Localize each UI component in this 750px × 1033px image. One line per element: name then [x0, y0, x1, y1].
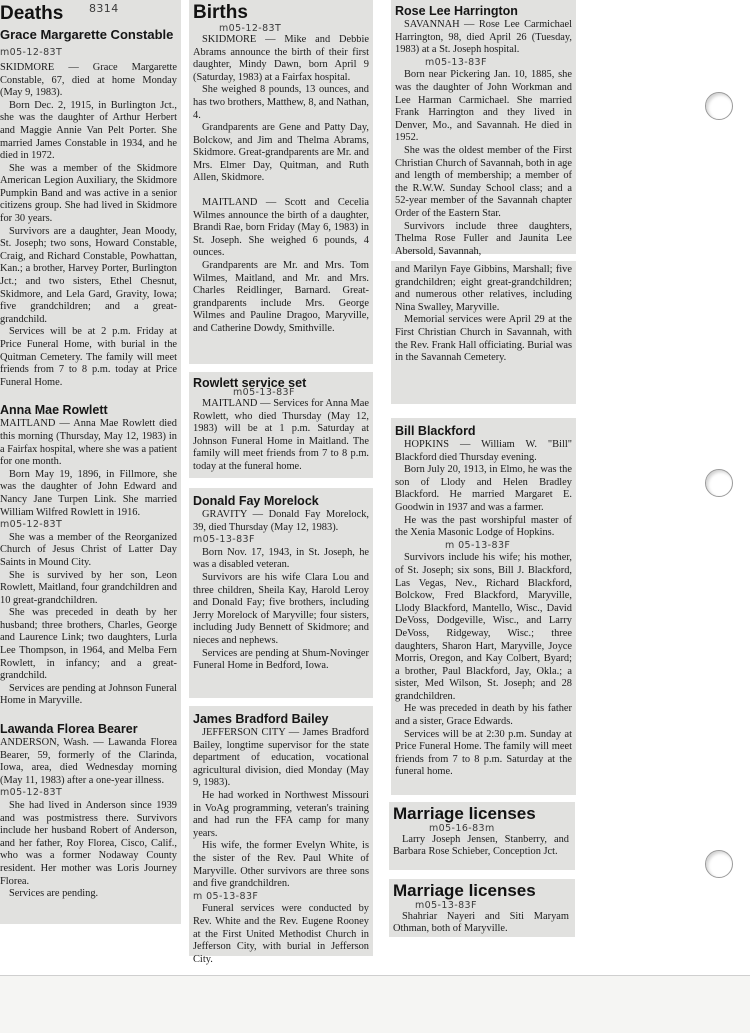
- births-heading: Births: [193, 2, 248, 23]
- paragraph: She weighed 8 pounds, 13 ounces, and has two brothers, Matthew, 8, and Nathan, 4.: [193, 84, 369, 121]
- obituary-body-anna: [0, 418, 177, 708]
- handwritten-date-mark: m05-12-83T: [219, 22, 282, 34]
- paragraph: Survivors are his wife Clara Lou and three children, Sheila Kay, Harold Leroy and Donald Fay; five brothers, including Jerry Morelock of Maryville; four sisters, including Judy Bennett of Skidmore; and nieces and nephews.: [193, 571, 369, 646]
- obituary-title-lawanda: Lawanda Florea Bearer: [0, 722, 138, 737]
- obituary-body-lawanda: [0, 737, 177, 901]
- deaths-column: [0, 0, 181, 924]
- paragraph: He had worked in Northwest Missouri in VoAg programming, veteran's training and had run the FFA camp for many years.: [193, 789, 369, 839]
- handwritten-date-mark: m05-13-83F: [425, 56, 487, 68]
- paragraph: Services will be at 2 p.m. Friday at Price Funeral Home, with burial in the Quitman Cemetery. The family will meet friends from 7 to 8 p.m. today at Price Funeral Home.: [0, 326, 177, 388]
- bailey-clipping: [189, 706, 373, 965]
- obituary-title-text: Grace Margarette Constable: [0, 26, 174, 42]
- paragraph: Services are pending.: [9, 888, 99, 900]
- obituary-body-rose-continued: [395, 264, 572, 365]
- handwritten-date-mark: m05-12-83T: [0, 787, 63, 799]
- paragraph: MAITLAND — Scott and Cecelia Wilmes announce the birth of a daughter, Brandi Rae, born Friday (May 6, 1983) in St. Joseph. She weighed 6 pounds, 4 ounces.: [193, 197, 369, 259]
- obituary-body-bill: [395, 439, 572, 779]
- marriage-licenses-clipping-1: [389, 802, 575, 870]
- paragraph: He was the past worshipful master of the Xenia Masonic Lodge of Hopkins.: [395, 514, 572, 539]
- marriage-licenses-body: [393, 834, 569, 859]
- paragraph: Born Dec. 2, 1915, in Burlington Jct., she was the daughter of Arthur Herbert and Maggie Annie Van Pelt Porter. She married James Constable in 1934, and he died in 1972.: [0, 99, 177, 162]
- binder-hole-icon: [705, 92, 733, 120]
- deaths-heading: Deaths: [0, 3, 64, 24]
- handwritten-date-mark: m05-16-83m: [429, 822, 495, 834]
- births-body: [193, 34, 369, 336]
- harrington-continued-clipping: [391, 261, 576, 404]
- marriage-licenses-body: [393, 911, 569, 936]
- obituary-body-donald: [193, 509, 369, 673]
- paragraph: His wife, the former Evelyn White, is the sister of the Rev. Paul White of Maryville. Other survivors are three sons and five grandchildren.: [193, 840, 369, 890]
- binder-hole-icon: [705, 850, 733, 878]
- marriage-licenses-heading: Marriage licenses: [393, 804, 536, 823]
- rowlett-heading: Rowlett service set: [193, 376, 307, 390]
- paragraph: She had lived in Anderson since 1939 and was postmistress there. Survivors include her husband Robert of Anderson, and her father, Roy Florea, Cisco, Calif., who was a former Nodaway County resident. Her mother was Loris Journey Florea.: [0, 800, 177, 887]
- paragraph: MAITLAND — Services for Anna Mae Rowlett, who died Thursday (May 12, 1983) will be at 1 p.m. Saturday at Johnson Funeral Home in Maitland. The family will meet friends from 7 to 8 p.m. today at the funeral home.: [193, 398, 369, 472]
- page-bottom-edge: [0, 975, 750, 976]
- binder-hole-icon: [705, 469, 733, 497]
- obituary-title-grace: [0, 27, 177, 61]
- morelock-clipping: [189, 488, 373, 698]
- paragraph: Services will be at 2:30 p.m. Sunday at Price Funeral Home. The family will meet friends from 7 to 8 p.m. Saturday at the funeral home.: [395, 728, 572, 778]
- paragraph: She was preceded in death by her husband; three brothers, Charles, George and Laurence Link; two daughters, Lurla Lee Thompson, in 1964, and Melba Fern Rowlett, in infancy; and a great-grandchild.: [0, 607, 177, 682]
- paragraph: Grandparents are Gene and Patty Day, Bolckow, and Jim and Thelma Abrams, Skidmore. Great-grandparents are Mr. and Mrs. Elmer Day, Quitman, and Ruth Allen, Skidmore.: [193, 122, 370, 184]
- obituary-title-anna: Anna Mae Rowlett: [0, 403, 108, 418]
- paragraph: Survivors include his wife; his mother, of St. Joseph; six sons, Bill J. Blackford, Las Vegas, Nev., Richard Blackford, Bolckow, Fred Blackford, Maryville, Llody Blackford, Mantello, Wisc., David DeVoss, Dodgeville, Wisc., and Larry DeVoss, Ridgeway, Wisc.; three daughters, Sharon Hart, Maryville, Joyce Morris, Oregon, and Kay Colbert, Byard; a brother, Paul Blackford, Jay, Okla.; a sister, Med Wilson, St. Joseph; and 28 grandchildren.: [395, 552, 572, 702]
- blackford-clipping: [391, 418, 576, 795]
- paragraph: Funeral services were conducted by Rev. White and the Rev. Eugene Rooney at the First United Methodist Church in Jefferson City, with burial in Jefferson City.: [193, 903, 369, 965]
- paragraph: Grandparents are Mr. and Mrs. Tom Wilmes, Maitland, and Mr. and Mrs. Charles Reidlinger, Barnard. Great-grandparents include Mrs. George Wilmes and Pauline Dragoo, Maryville, and Catherine Dowdy, Smithville.: [193, 260, 369, 334]
- paragraph: She was a member of the Skidmore American Legion Auxiliary, the Skidmore Pumpkin Band and was active in a senior citizens group. She had lived in Skidmore for 30 years.: [0, 162, 177, 225]
- paragraph: MAITLAND — Anna Mae Rowlett died this morning (Thursday, May 12, 1983) in a Fairfax hospital, where she was a patient for one month.: [0, 418, 177, 468]
- paragraph: and Marilyn Faye Gibbins, Marshall; five grandchildren; eight great-grandchildren; and numerous other relatives, including Nina Swalley, Maryville.: [395, 264, 572, 313]
- rowlett-body: [193, 398, 369, 474]
- rowlett-clipping: [189, 372, 373, 478]
- paragraph: Born near Pickering Jan. 10, 1885, she was the daughter of John Workman and Lee Harman Carmichael. She married Frank Harrington and they lived in Denver, Mo., and Savannah. He died in 1952.: [395, 69, 572, 144]
- handwritten-date-mark: m05-13-83F: [415, 899, 477, 911]
- obituary-body-james: [193, 727, 369, 966]
- paragraph: Memorial services were April 29 at the First Christian Church in Savannah, with the Rev. Frank Hall officiating. Burial was in the Savannah Cemetery.: [395, 314, 572, 364]
- obituary-title-james: James Bradford Bailey: [193, 712, 329, 726]
- handwritten-date-mark: m05-12-83T: [0, 46, 63, 58]
- paragraph: Survivors include three daughters, Thelma Rose Fuller and Jaunita Lee Abersold, Savannah,: [395, 220, 572, 257]
- paragraph: SKIDMORE — Mike and Debbie Abrams announce the birth of their first daughter, Mindy Dawn, born April 9 (Saturday, 1983) at a Fairfax hospital.: [193, 33, 369, 83]
- marriage-licenses-heading: Marriage licenses: [393, 881, 536, 900]
- paragraph: He was preceded in death by his father and a sister, Grace Edwards.: [395, 703, 572, 728]
- paragraph: Survivors are a daughter, Jean Moody, St. Joseph; two sons, Howard Constable, Craig, and Richard Constable, Powhattan, Kan.; a brother, Harvey Porter, Burlington Jct.; and two sisters, Ethel Chesnut, Skidmore, and Lela Gard, Gravity, Iowa; five grandchildren; and a great-grandchild.: [0, 225, 177, 325]
- paragraph: Born July 20, 1913, in Elmo, he was the son of Llody and Helen Bradley Blackford. He married Margaret E. Goodwin in 1937 and was a farmer.: [395, 464, 572, 513]
- paragraph: ANDERSON, Wash. — Lawanda Florea Bearer, 59, formerly of the Clarinda, Iowa, area, died Wednesday morning (May 11, 1983) after a one-year illness.: [0, 737, 177, 786]
- paragraph: She is survived by her son, Leon Rowlett, Maitland, four grandchildren and 10 great-grandchildren.: [0, 569, 177, 606]
- obituary-title-donald: Donald Fay Morelock: [193, 494, 319, 508]
- handwritten-date-mark: m 05-13-83F: [445, 539, 511, 551]
- paragraph: She was the oldest member of the First Christian Church of Savannah, both in age and length of membership; a member of the R.W.W. Sunday School class; and a 52-year member of the Savannah chapter Order of the Eastern Star.: [395, 144, 572, 219]
- obituary-title-bill: Bill Blackford: [395, 424, 476, 438]
- marriage-licenses-clipping-2: [389, 879, 575, 937]
- obituary-title-rose: Rose Lee Harrington: [395, 4, 518, 18]
- paragraph: Shahriar Nayeri and Siti Maryam Othman, both of Maryville.: [393, 910, 569, 935]
- paragraph: Larry Joseph Jensen, Stanberry, and Barbara Rose Schieber, Conception Jct.: [393, 833, 569, 858]
- paragraph: She was a member of the Reorganized Church of Jesus Christ of Latter Day Saints in Mound City.: [0, 531, 177, 568]
- handwritten-date-mark: m05-13-83F: [193, 534, 255, 546]
- paragraph: Born Nov. 17, 1943, in St. Joseph, he was a disabled veteran.: [193, 546, 369, 571]
- paragraph: Services are pending at Shum-Novinger Funeral Home in Bedford, Iowa.: [193, 647, 369, 672]
- paragraph: Born May 19, 1896, in Fillmore, she was the daughter of John Edward and Nancy Jane Turpen Link. She married William Wilfred Rowlett in 1916.: [0, 468, 177, 518]
- obituary-body-grace: [0, 62, 177, 389]
- paragraph: JEFFERSON CITY — James Bradford Bailey, longtime supervisor for the state department of education, vocational agricultural division, died Monday (May 9, 1983).: [193, 727, 369, 789]
- obituary-body-rose: [395, 19, 572, 258]
- handwritten-date-mark: m05-12-83T: [0, 519, 63, 531]
- handwritten-date-mark: m 05-13-83F: [193, 890, 259, 902]
- births-clipping: [189, 0, 373, 364]
- paragraph: SKIDMORE — Grace Margarette Constable, 67, died at home Monday (May 9, 1983).: [0, 61, 177, 99]
- paragraph: GRAVITY — Donald Fay Morelock, 39, died Thursday (May 12, 1983).: [193, 509, 369, 533]
- harrington-clipping: [391, 0, 576, 257]
- paragraph: Services are pending at Johnson Funeral Home in Maryville.: [0, 682, 177, 707]
- paragraph: HOPKINS — William W. "Bill" Blackford died Thursday evening.: [395, 439, 572, 463]
- handwritten-date-mark: m05-13-83F: [233, 387, 295, 398]
- page-code-handwritten: 8314: [89, 2, 119, 15]
- paragraph: SAVANNAH — Rose Lee Carmichael Harrington, 98, died April 26 (Tuesday, 1983) at a St. Joseph hospital.: [395, 19, 572, 56]
